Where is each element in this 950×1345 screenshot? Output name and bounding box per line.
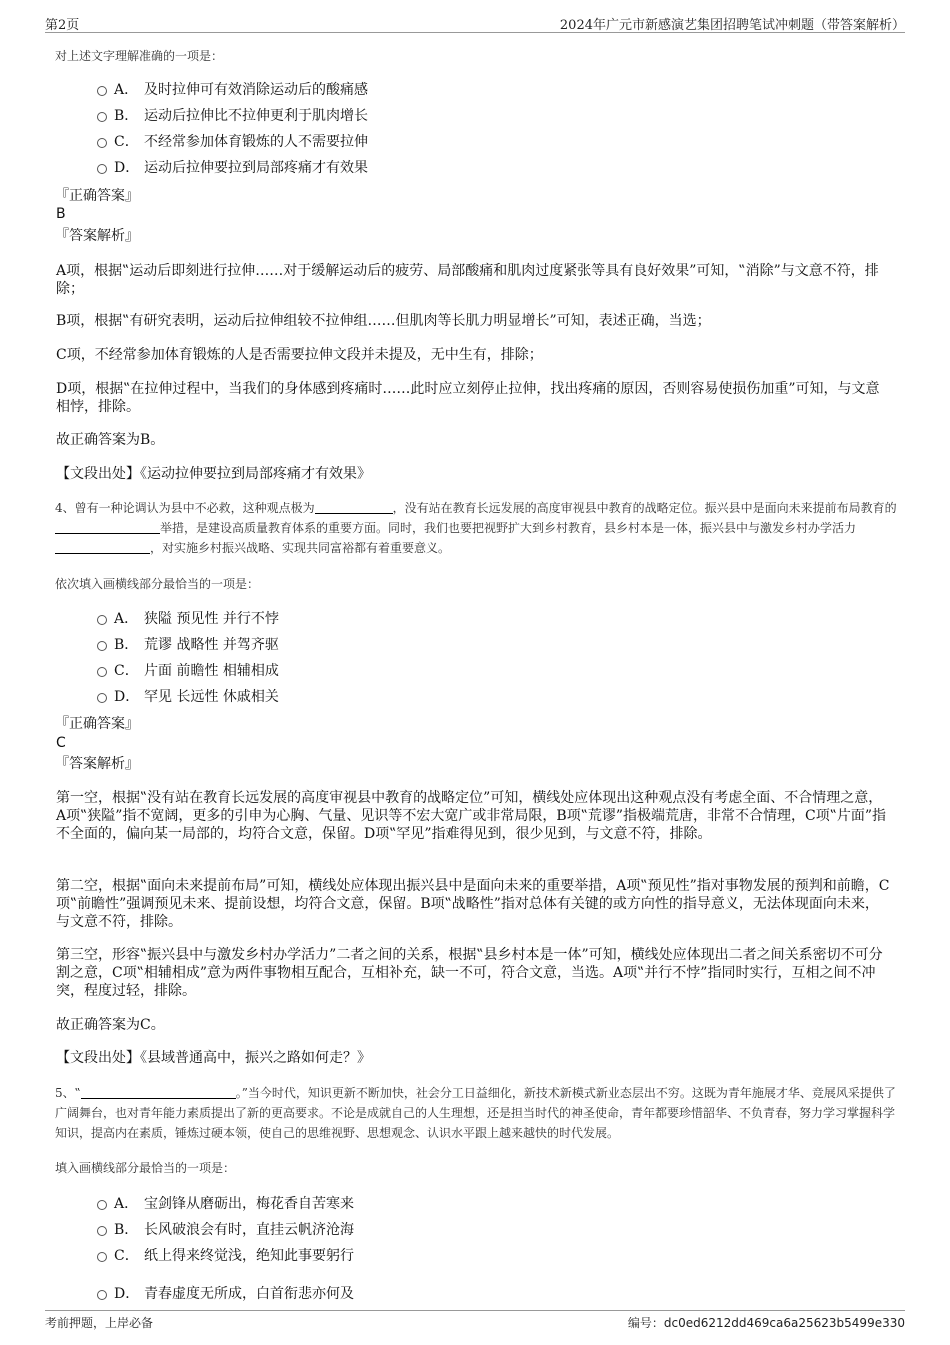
q3-source: 【文段出处】《运动拉伸要拉到局部疼痛才有效果》	[56, 466, 371, 482]
q4-option-c[interactable]: C． 片面 前瞻性 相辅相成	[97, 661, 497, 681]
radio-icon[interactable]	[97, 1290, 107, 1300]
q3-analysis-label: 『答案解析』	[55, 228, 139, 244]
q4-conclusion: 故正确答案为C。	[56, 1017, 165, 1033]
q3-option-d[interactable]: D． 运动后拉伸要拉到局部疼痛才有效果	[97, 158, 497, 178]
q3-analysis-b: B项，根据‟有研究表明，运动后拉伸组较不拉伸组……但肌肉等长肌力明显增长”可知，表述正确，当选；	[56, 313, 711, 329]
blank-line[interactable]	[55, 519, 160, 534]
q5-option-a[interactable]: A． 宝剑锋从磨砺出，梅花香自苦寒来	[97, 1194, 497, 1214]
q3-option-a[interactable]: A． 及时拉伸可有效消除运动后的酸痛感	[97, 80, 497, 100]
radio-icon[interactable]	[97, 667, 107, 677]
q4-analysis-blank3: 第三空，形容‟振兴县中与激发乡村办学活力”二者之间的关系，根据‟县乡村本是一体”可知，横线处应体现出二者之间关系密切不可分割之意，C项‟相辅相成”意为两件事物相互配合，互相补充，缺一不可，符合文意，当选。A项‟并行不悖”指同时实行，互相之间不冲突，程度过轻，排除。	[56, 947, 883, 999]
q3-analysis-a: A项，根据‟运动后即刻进行拉伸……对于缓解运动后的疲劳、局部酸痛和肌肉过度紧张等具有良好效果”可知，‟消除”与文意不符，排除；	[56, 263, 879, 297]
q4-answer-label: 『正确答案』	[55, 716, 139, 732]
q4-stem: 4、曾有一种论调认为县中不必救，这种观点极为 ，没有站在教育长远发展的高度审视县中教育的战略定位。振兴县中是面向未来提前布局教育的举措，是建设高质量教育体系的重要方面。同时，我们也要把视野扩大到乡村教育，县乡村本是一体，振兴县中与激发乡村办学活力，对实施乡村振兴战略、实现共同富裕都有着重要意义。	[55, 501, 897, 555]
q4-option-a[interactable]: A． 狭隘 预见性 并行不悖	[97, 609, 497, 629]
q4-analysis-blank2: 第二空，根据‟面向未来提前布局”可知，横线处应体现出振兴县中是面向未来的重要举措，A项‟预见性”指对事物发展的预判和前瞻，C项‟前瞻性”强调预见未来、提前设想，均符合文意，保留。B项‟战略性”指对总体有关键的或方向性的指导意义，无法体现面向未来，与文意不符，排除。	[56, 878, 890, 930]
q3-analysis-c: C项，不经常参加体育锻炼的人是否需要拉伸文段并未提及，无中生有，排除；	[56, 347, 543, 363]
q3-prompt: 对上述文字理解准确的一项是：	[55, 49, 224, 63]
header-divider	[45, 32, 905, 33]
q3-option-b[interactable]: B． 运动后拉伸比不拉伸更利于肌肉增长	[97, 106, 497, 126]
q3-analysis-d: D项，根据‟在拉伸过程中，当我们的身体感到疼痛时……此时应立刻停止拉伸，找出疼痛的原因，否则容易使损伤加重”可知，与文意相悖，排除。	[56, 381, 880, 415]
footer-divider	[45, 1310, 905, 1311]
q4-analysis-blank1: 第一空，根据‟没有站在教育长远发展的高度审视县中教育的战略定位”可知，横线处应体现出这种观点没有考虑全面、不合情理之意，A项‟狭隘”指不宽阔，更多的引申为心胸、气量、见识等不宏大宽广或非常局限，B项‟荒谬”指极端荒唐，非常不合情理，C项‟片面”指不全面的，偏向某一局部的，均符合文意，保留。D项‟罕见”指难得见到，很少见到，与文意不符，排除。	[56, 790, 887, 842]
radio-icon[interactable]	[97, 1252, 107, 1262]
page-number: 第2页	[45, 18, 80, 33]
footer-slogan: 考前押题，上岸必备	[45, 1316, 154, 1330]
radio-icon[interactable]	[97, 1200, 107, 1210]
q3-answer-label: 『正确答案』	[55, 188, 139, 204]
radio-icon[interactable]	[97, 164, 107, 174]
q5-option-c[interactable]: C． 纸上得来终觉浅，绝知此事要躬行	[97, 1246, 497, 1266]
radio-icon[interactable]	[97, 138, 107, 148]
radio-icon[interactable]	[97, 112, 107, 122]
q4-source: 【文段出处】《县域普通高中，振兴之路如何走？》	[56, 1050, 371, 1066]
q5-option-b[interactable]: B． 长风破浪会有时，直挂云帆济沧海	[97, 1220, 497, 1240]
q3-conclusion: 故正确答案为B。	[56, 432, 165, 448]
q4-option-b[interactable]: B． 荒谬 战略性 并驾齐驱	[97, 635, 497, 655]
radio-icon[interactable]	[97, 615, 107, 625]
blank-line[interactable]	[315, 499, 393, 514]
document-title: 2024年广元市新感演艺集团招聘笔试冲刺题（带答案解析）	[559, 18, 905, 33]
q4-prompt: 依次填入画横线部分最恰当的一项是：	[55, 577, 260, 591]
q5-prompt: 填入画横线部分最恰当的一项是：	[55, 1161, 236, 1175]
q4-analysis-label: 『答案解析』	[55, 756, 139, 772]
radio-icon[interactable]	[97, 86, 107, 96]
radio-icon[interactable]	[97, 641, 107, 651]
q4-answer: C	[56, 735, 66, 751]
q5-stem: 5、‟ 。”当今时代，知识更新不断加快，社会分工日益细化，新技术新模式新业态层出不穷。这既为青年施展才华、竞展风采提供了广阔舞台，也对青年能力素质提出了新的更高要求。不论是成就自己的人生理想，还是担当时代的神圣使命，青年都要珍惜韶华、不负青春，努力学习掌握科学知识，提高内在素质，锤炼过硬本领，使自己的思维视野、思想观念、认识水平跟上越来越快的时代发展。	[55, 1086, 896, 1140]
radio-icon[interactable]	[97, 693, 107, 703]
document-code: 编号：dc0ed6212dd469ca6a25623b5499e330	[627, 1316, 905, 1330]
q5-option-d[interactable]: D． 青春虚度无所成，白首衔悲亦何及	[97, 1284, 497, 1304]
blank-line[interactable]	[55, 539, 150, 554]
q3-answer: B	[56, 206, 66, 222]
q4-option-d[interactable]: D． 罕见 长远性 休戚相关	[97, 687, 497, 707]
radio-icon[interactable]	[97, 1226, 107, 1236]
blank-line[interactable]	[81, 1084, 236, 1099]
q3-option-c[interactable]: C． 不经常参加体育锻炼的人不需要拉伸	[97, 132, 497, 152]
